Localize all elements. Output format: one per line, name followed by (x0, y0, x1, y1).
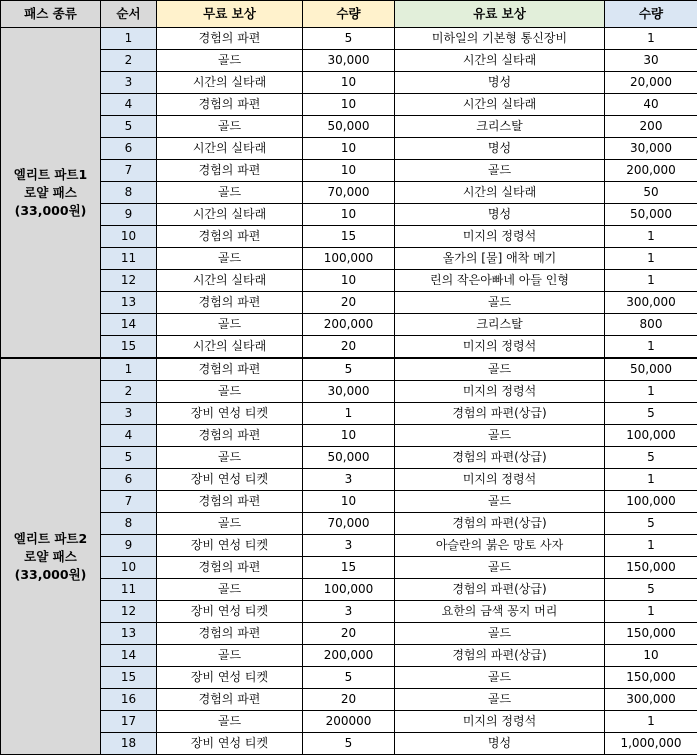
paid-reward-cell: 올가의 [물] 애착 메기 (395, 248, 605, 270)
free-qty-cell: 20 (303, 623, 395, 645)
paid-reward-cell: 명성 (395, 138, 605, 160)
order-cell: 2 (101, 381, 157, 403)
free-qty-cell: 70,000 (303, 182, 395, 204)
paid-qty-cell: 40 (605, 94, 697, 116)
pass-name-line: (33,000원) (1, 566, 100, 584)
free-reward-cell: 장비 연성 티켓 (157, 469, 303, 491)
order-cell: 7 (101, 491, 157, 513)
paid-qty-cell: 5 (605, 579, 697, 601)
paid-qty-cell: 1 (605, 248, 697, 270)
order-cell: 18 (101, 733, 157, 755)
header-row (1, 1, 697, 28)
order-cell: 16 (101, 689, 157, 711)
table-row (1, 94, 697, 116)
paid-qty-cell: 5 (605, 403, 697, 425)
paid-qty-cell: 50 (605, 182, 697, 204)
free-reward-cell: 장비 연성 티켓 (157, 535, 303, 557)
free-qty-cell: 10 (303, 491, 395, 513)
paid-qty-cell: 1 (605, 535, 697, 557)
order-cell: 11 (101, 248, 157, 270)
free-reward-cell: 경험의 파편 (157, 557, 303, 579)
paid-qty-cell: 100,000 (605, 491, 697, 513)
pass-type-cell (1, 358, 101, 755)
paid-reward-cell: 골드 (395, 491, 605, 513)
order-cell: 4 (101, 94, 157, 116)
free-qty-cell: 3 (303, 601, 395, 623)
paid-qty-cell: 150,000 (605, 667, 697, 689)
paid-reward-cell: 경험의 파편(상급) (395, 645, 605, 667)
table-row (1, 601, 697, 623)
paid-reward-cell: 경험의 파편(상급) (395, 403, 605, 425)
paid-reward-cell: 명성 (395, 72, 605, 94)
table-row (1, 689, 697, 711)
paid-reward-cell: 골드 (395, 425, 605, 447)
paid-reward-cell: 미지의 정령석 (395, 711, 605, 733)
free-reward-cell: 골드 (157, 447, 303, 469)
free-reward-cell: 경험의 파편 (157, 689, 303, 711)
free-reward-cell: 장비 연성 티켓 (157, 601, 303, 623)
order-cell: 1 (101, 28, 157, 50)
paid-qty-cell: 300,000 (605, 689, 697, 711)
order-cell: 15 (101, 667, 157, 689)
free-reward-cell: 경험의 파편 (157, 28, 303, 50)
free-qty-cell: 5 (303, 28, 395, 50)
free-qty-cell: 200000 (303, 711, 395, 733)
paid-reward-cell: 요한의 금색 꽁지 머리 (395, 601, 605, 623)
order-cell: 12 (101, 601, 157, 623)
free-qty-cell: 100,000 (303, 579, 395, 601)
order-cell: 17 (101, 711, 157, 733)
header-free-reward: 무료 보상 (157, 1, 303, 28)
pass-name-line: (33,000원) (1, 202, 100, 220)
paid-reward-cell: 크리스탈 (395, 314, 605, 336)
paid-qty-cell: 30,000 (605, 138, 697, 160)
order-cell: 13 (101, 623, 157, 645)
header-paid-qty: 수량 (605, 1, 697, 28)
paid-qty-cell: 1 (605, 381, 697, 403)
table-row (1, 116, 697, 138)
paid-qty-cell: 1 (605, 711, 697, 733)
free-reward-cell: 경험의 파편 (157, 160, 303, 182)
paid-reward-cell: 명성 (395, 204, 605, 226)
paid-qty-cell: 1 (605, 601, 697, 623)
table-row (1, 645, 697, 667)
paid-reward-cell: 미지의 정령석 (395, 381, 605, 403)
free-reward-cell: 시간의 실타래 (157, 204, 303, 226)
free-qty-cell: 5 (303, 358, 395, 381)
table-row (1, 447, 697, 469)
free-reward-cell: 골드 (157, 711, 303, 733)
order-cell: 6 (101, 138, 157, 160)
free-qty-cell: 100,000 (303, 248, 395, 270)
paid-qty-cell: 50,000 (605, 358, 697, 381)
paid-reward-cell: 골드 (395, 358, 605, 381)
free-reward-cell: 경험의 파편 (157, 226, 303, 248)
paid-reward-cell: 미지의 정령석 (395, 336, 605, 359)
paid-reward-cell: 골드 (395, 667, 605, 689)
paid-qty-cell: 100,000 (605, 425, 697, 447)
table-row (1, 182, 697, 204)
header-order: 순서 (101, 1, 157, 28)
paid-reward-cell: 골드 (395, 689, 605, 711)
paid-reward-cell: 경험의 파편(상급) (395, 513, 605, 535)
free-reward-cell: 경험의 파편 (157, 491, 303, 513)
order-cell: 13 (101, 292, 157, 314)
free-qty-cell: 50,000 (303, 447, 395, 469)
table-row (1, 733, 697, 755)
header-pass-type: 패스 종류 (1, 1, 101, 28)
order-cell: 15 (101, 336, 157, 359)
free-reward-cell: 경험의 파편 (157, 292, 303, 314)
order-cell: 5 (101, 447, 157, 469)
paid-qty-cell: 200 (605, 116, 697, 138)
order-cell: 8 (101, 182, 157, 204)
paid-qty-cell: 5 (605, 447, 697, 469)
free-reward-cell: 시간의 실타래 (157, 336, 303, 359)
free-qty-cell: 10 (303, 138, 395, 160)
table-row (1, 491, 697, 513)
paid-reward-cell: 린의 작은아빠네 아들 인형 (395, 270, 605, 292)
free-qty-cell: 10 (303, 270, 395, 292)
free-reward-cell: 경험의 파편 (157, 425, 303, 447)
paid-qty-cell: 200,000 (605, 160, 697, 182)
free-reward-cell: 시간의 실타래 (157, 270, 303, 292)
order-cell: 12 (101, 270, 157, 292)
order-cell: 2 (101, 50, 157, 72)
table-row (1, 557, 697, 579)
free-reward-cell: 경험의 파편 (157, 358, 303, 381)
header-paid-reward: 유료 보상 (395, 1, 605, 28)
paid-qty-cell: 1 (605, 28, 697, 50)
paid-reward-cell: 미하일의 기본형 통신장비 (395, 28, 605, 50)
table-row (1, 711, 697, 733)
table-row (1, 292, 697, 314)
table-row (1, 314, 697, 336)
paid-reward-cell: 골드 (395, 557, 605, 579)
paid-qty-cell: 1 (605, 336, 697, 359)
header-free-qty: 수량 (303, 1, 395, 28)
free-reward-cell: 골드 (157, 381, 303, 403)
order-cell: 3 (101, 403, 157, 425)
paid-qty-cell: 150,000 (605, 557, 697, 579)
free-reward-cell: 경험의 파편 (157, 623, 303, 645)
free-reward-cell: 시간의 실타래 (157, 72, 303, 94)
free-qty-cell: 200,000 (303, 645, 395, 667)
paid-reward-cell: 아슬란의 붉은 망토 사자 (395, 535, 605, 557)
pass-name-line: 엘리트 파트1 (1, 166, 100, 184)
order-cell: 14 (101, 645, 157, 667)
free-qty-cell: 10 (303, 160, 395, 182)
free-reward-cell: 장비 연성 티켓 (157, 733, 303, 755)
order-cell: 8 (101, 513, 157, 535)
free-qty-cell: 70,000 (303, 513, 395, 535)
paid-reward-cell: 경험의 파편(상급) (395, 447, 605, 469)
free-qty-cell: 20 (303, 689, 395, 711)
order-cell: 5 (101, 116, 157, 138)
order-cell: 14 (101, 314, 157, 336)
paid-qty-cell: 300,000 (605, 292, 697, 314)
free-reward-cell: 시간의 실타래 (157, 138, 303, 160)
free-qty-cell: 10 (303, 72, 395, 94)
table-row (1, 425, 697, 447)
table-row (1, 535, 697, 557)
order-cell: 9 (101, 535, 157, 557)
free-qty-cell: 20 (303, 292, 395, 314)
free-qty-cell: 30,000 (303, 381, 395, 403)
paid-reward-cell: 골드 (395, 292, 605, 314)
table-row (1, 403, 697, 425)
paid-qty-cell: 30 (605, 50, 697, 72)
paid-reward-cell: 골드 (395, 160, 605, 182)
paid-qty-cell: 5 (605, 513, 697, 535)
paid-reward-cell: 시간의 실타래 (395, 94, 605, 116)
free-reward-cell: 장비 연성 티켓 (157, 403, 303, 425)
order-cell: 9 (101, 204, 157, 226)
paid-reward-cell: 명성 (395, 733, 605, 755)
table-row (1, 138, 697, 160)
free-qty-cell: 3 (303, 469, 395, 491)
order-cell: 10 (101, 557, 157, 579)
table-row (1, 226, 697, 248)
paid-reward-cell: 골드 (395, 623, 605, 645)
paid-qty-cell: 1 (605, 469, 697, 491)
table-row (1, 336, 697, 359)
paid-qty-cell: 800 (605, 314, 697, 336)
paid-reward-cell: 미지의 정령석 (395, 226, 605, 248)
table-row (1, 28, 697, 50)
free-qty-cell: 5 (303, 667, 395, 689)
paid-qty-cell: 1,000,000 (605, 733, 697, 755)
free-reward-cell: 경험의 파편 (157, 94, 303, 116)
table-row (1, 579, 697, 601)
order-cell: 1 (101, 358, 157, 381)
order-cell: 7 (101, 160, 157, 182)
paid-qty-cell: 50,000 (605, 204, 697, 226)
free-reward-cell: 골드 (157, 579, 303, 601)
pass-name-line: 로얄 패스 (1, 184, 100, 202)
table-body (1, 28, 697, 755)
table-row (1, 623, 697, 645)
order-cell: 6 (101, 469, 157, 491)
free-reward-cell: 골드 (157, 50, 303, 72)
paid-reward-cell: 경험의 파편(상급) (395, 579, 605, 601)
table-row (1, 50, 697, 72)
table-row (1, 358, 697, 381)
pass-name-line: 엘리트 파트2 (1, 530, 100, 548)
free-qty-cell: 5 (303, 733, 395, 755)
paid-qty-cell: 150,000 (605, 623, 697, 645)
table-row (1, 270, 697, 292)
free-qty-cell: 1 (303, 403, 395, 425)
free-qty-cell: 10 (303, 94, 395, 116)
paid-qty-cell: 1 (605, 270, 697, 292)
free-qty-cell: 10 (303, 425, 395, 447)
free-reward-cell: 골드 (157, 645, 303, 667)
pass-name-line: 로얄 패스 (1, 548, 100, 566)
free-reward-cell: 골드 (157, 513, 303, 535)
table-row (1, 667, 697, 689)
order-cell: 4 (101, 425, 157, 447)
table-row (1, 469, 697, 491)
order-cell: 3 (101, 72, 157, 94)
table-row (1, 381, 697, 403)
free-qty-cell: 50,000 (303, 116, 395, 138)
pass-type-cell (1, 28, 101, 359)
free-reward-cell: 골드 (157, 248, 303, 270)
free-reward-cell: 골드 (157, 314, 303, 336)
paid-qty-cell: 1 (605, 226, 697, 248)
paid-reward-cell: 크리스탈 (395, 116, 605, 138)
free-qty-cell: 15 (303, 226, 395, 248)
free-qty-cell: 10 (303, 204, 395, 226)
free-qty-cell: 15 (303, 557, 395, 579)
table-row (1, 248, 697, 270)
free-qty-cell: 3 (303, 535, 395, 557)
free-qty-cell: 20 (303, 336, 395, 359)
paid-qty-cell: 20,000 (605, 72, 697, 94)
free-qty-cell: 200,000 (303, 314, 395, 336)
free-reward-cell: 골드 (157, 182, 303, 204)
order-cell: 10 (101, 226, 157, 248)
paid-reward-cell: 미지의 정령석 (395, 469, 605, 491)
paid-qty-cell: 10 (605, 645, 697, 667)
order-cell: 11 (101, 579, 157, 601)
free-reward-cell: 골드 (157, 116, 303, 138)
table-row (1, 72, 697, 94)
free-qty-cell: 30,000 (303, 50, 395, 72)
paid-reward-cell: 시간의 실타래 (395, 50, 605, 72)
table-row (1, 204, 697, 226)
table-row (1, 160, 697, 182)
free-reward-cell: 장비 연성 티켓 (157, 667, 303, 689)
table-row (1, 513, 697, 535)
paid-reward-cell: 시간의 실타래 (395, 182, 605, 204)
